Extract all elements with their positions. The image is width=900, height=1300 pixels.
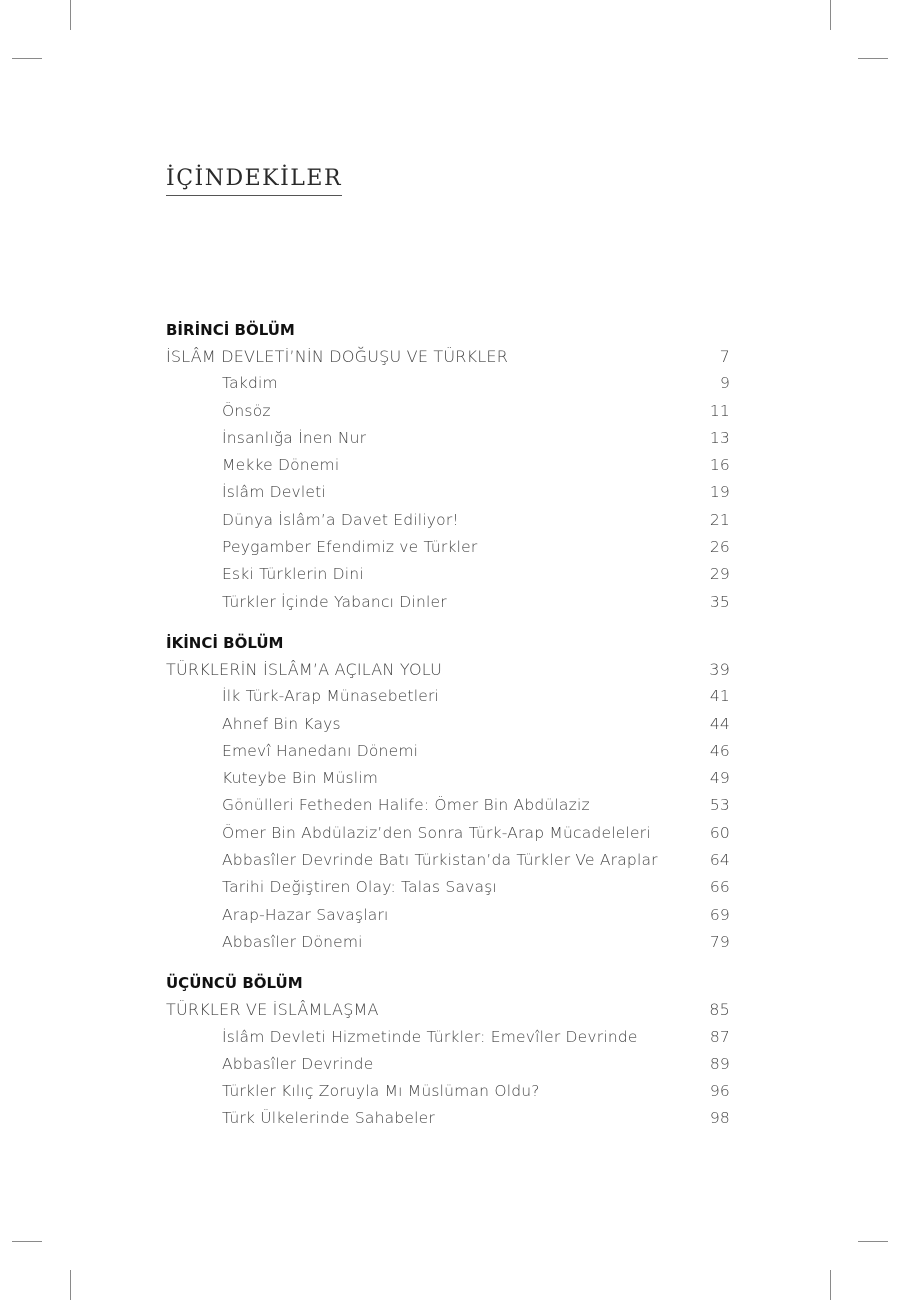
toc-entry[interactable]	[166, 683, 730, 710]
page-number: 35	[709, 592, 730, 611]
page-number: 96	[709, 1082, 730, 1101]
page-number: 64	[709, 851, 730, 870]
crop-mark	[830, 1270, 831, 1300]
toc-entry[interactable]	[166, 1078, 730, 1105]
crop-mark	[70, 0, 71, 30]
toc-entry[interactable]	[166, 874, 730, 901]
page-number: 16	[709, 456, 730, 475]
entry-title: Emevî Hanedanı Dönemi	[222, 741, 419, 760]
page-number: 79	[709, 932, 730, 951]
section-label: BİRİNCİ BÖLÜM	[166, 321, 295, 339]
entry-title: İSLÂM DEVLETİ’NİN DOĞUŞU VE TÜRKLER	[166, 347, 509, 366]
entry-title: TÜRKLER VE İSLÂMLAŞMA	[166, 1000, 379, 1020]
page-number: 66	[709, 878, 730, 897]
entry-title: Abbasîler Devrinde Batı Türkistan’da Türkler Ve Araplar	[222, 851, 658, 870]
crop-mark	[12, 1241, 42, 1242]
toc-entry[interactable]	[166, 425, 730, 452]
toc-entry[interactable]	[166, 1051, 730, 1078]
toc-section	[166, 319, 730, 616]
crop-mark	[858, 1241, 888, 1242]
entry-title: İnsanlığa İnen Nur	[222, 428, 367, 447]
entry-title: İslâm Devleti Hizmetinde Türkler: Emevîler Devrinde	[222, 1027, 638, 1046]
toc-entry[interactable]	[166, 711, 730, 738]
page-number: 19	[709, 483, 730, 502]
page-number: 7	[719, 347, 730, 366]
entry-title: Eski Türklerin Dini	[222, 565, 364, 584]
entry-title: Kuteybe Bin Müslim	[222, 769, 379, 788]
toc-entry[interactable]	[166, 820, 730, 847]
crop-mark	[858, 58, 888, 59]
toc-entry[interactable]	[166, 902, 730, 929]
chapter-entry[interactable]	[166, 343, 730, 370]
toc-entry[interactable]	[166, 929, 730, 956]
toc-entry[interactable]	[166, 534, 730, 561]
crop-mark	[12, 58, 42, 59]
page-number: 11	[709, 401, 730, 420]
entry-title: Abbasîler Devrinde	[222, 1054, 374, 1073]
entry-title: İslâm Devleti	[222, 483, 326, 502]
page-number: 39	[709, 659, 730, 679]
page-title: İÇİNDEKİLER	[166, 165, 342, 196]
entry-title: TÜRKLERİN İSLÂM’A AÇILAN YOLU	[166, 659, 442, 679]
page-number: 53	[709, 796, 730, 815]
page-number: 9	[719, 374, 730, 393]
entry-title: Tarihi Değiştiren Olay: Talas Savaşı	[222, 878, 497, 897]
table-of-contents	[166, 317, 730, 1133]
page-number: 26	[709, 538, 730, 557]
toc-entry[interactable]	[166, 847, 730, 874]
page-number: 69	[709, 905, 730, 924]
page-number: 60	[709, 823, 730, 842]
toc-section	[166, 632, 730, 956]
page-number: 44	[709, 714, 730, 733]
entry-title: Mekke Dönemi	[222, 456, 340, 475]
entry-title: Gönülleri Fetheden Halife: Ömer Bin Abdülaziz	[222, 796, 590, 815]
toc-entry[interactable]	[166, 1024, 730, 1051]
page-number: 29	[709, 565, 730, 584]
entry-title: Arap-Hazar Savaşları	[222, 905, 389, 924]
page-number: 87	[709, 1027, 730, 1046]
page-number: 21	[709, 510, 730, 529]
crop-mark	[830, 0, 831, 30]
page-number: 49	[709, 769, 730, 788]
section-label: İKİNCİ BÖLÜM	[166, 633, 284, 652]
toc-entry[interactable]	[166, 398, 730, 425]
entry-title: Abbasîler Dönemi	[222, 932, 363, 951]
entry-title: Takdim	[222, 374, 278, 393]
entry-title: Peygamber Efendimiz ve Türkler	[222, 538, 478, 557]
entry-title: Ömer Bin Abdülaziz’den Sonra Türk-Arap Mücadeleleri	[222, 823, 651, 842]
section-label: ÜÇÜNCÜ BÖLÜM	[166, 974, 303, 993]
page-number: 13	[709, 428, 730, 447]
toc-entry[interactable]	[166, 507, 730, 534]
entry-title: Önsöz	[222, 401, 271, 420]
toc-entry[interactable]	[166, 479, 730, 506]
entry-title: Türkler Kılıç Zoruyla Mı Müslüman Oldu?	[222, 1082, 540, 1101]
toc-entry[interactable]	[166, 738, 730, 765]
page-number: 89	[709, 1054, 730, 1073]
entry-title: İlk Türk-Arap Münasebetleri	[222, 687, 440, 706]
toc-entry[interactable]	[166, 452, 730, 479]
page-number: 98	[709, 1109, 730, 1128]
page-number: 46	[709, 741, 730, 760]
page-number: 85	[709, 1000, 730, 1020]
entry-title: Türk Ülkelerinde Sahabeler	[222, 1109, 435, 1128]
entry-title: Türkler İçinde Yabancı Dinler	[222, 592, 447, 611]
toc-entry[interactable]	[166, 792, 730, 819]
toc-entry[interactable]	[166, 765, 730, 792]
toc-entry[interactable]	[166, 370, 730, 397]
toc-entry[interactable]	[166, 589, 730, 616]
chapter-entry[interactable]	[166, 656, 730, 683]
crop-mark	[70, 1270, 71, 1300]
entry-title: Ahnef Bin Kays	[222, 714, 341, 733]
toc-entry[interactable]	[166, 561, 730, 588]
toc-section	[166, 972, 730, 1132]
page-number: 41	[709, 687, 730, 706]
toc-entry[interactable]	[166, 1105, 730, 1132]
entry-title: Dünya İslâm’a Davet Ediliyor!	[222, 510, 459, 529]
chapter-entry[interactable]	[166, 996, 730, 1023]
